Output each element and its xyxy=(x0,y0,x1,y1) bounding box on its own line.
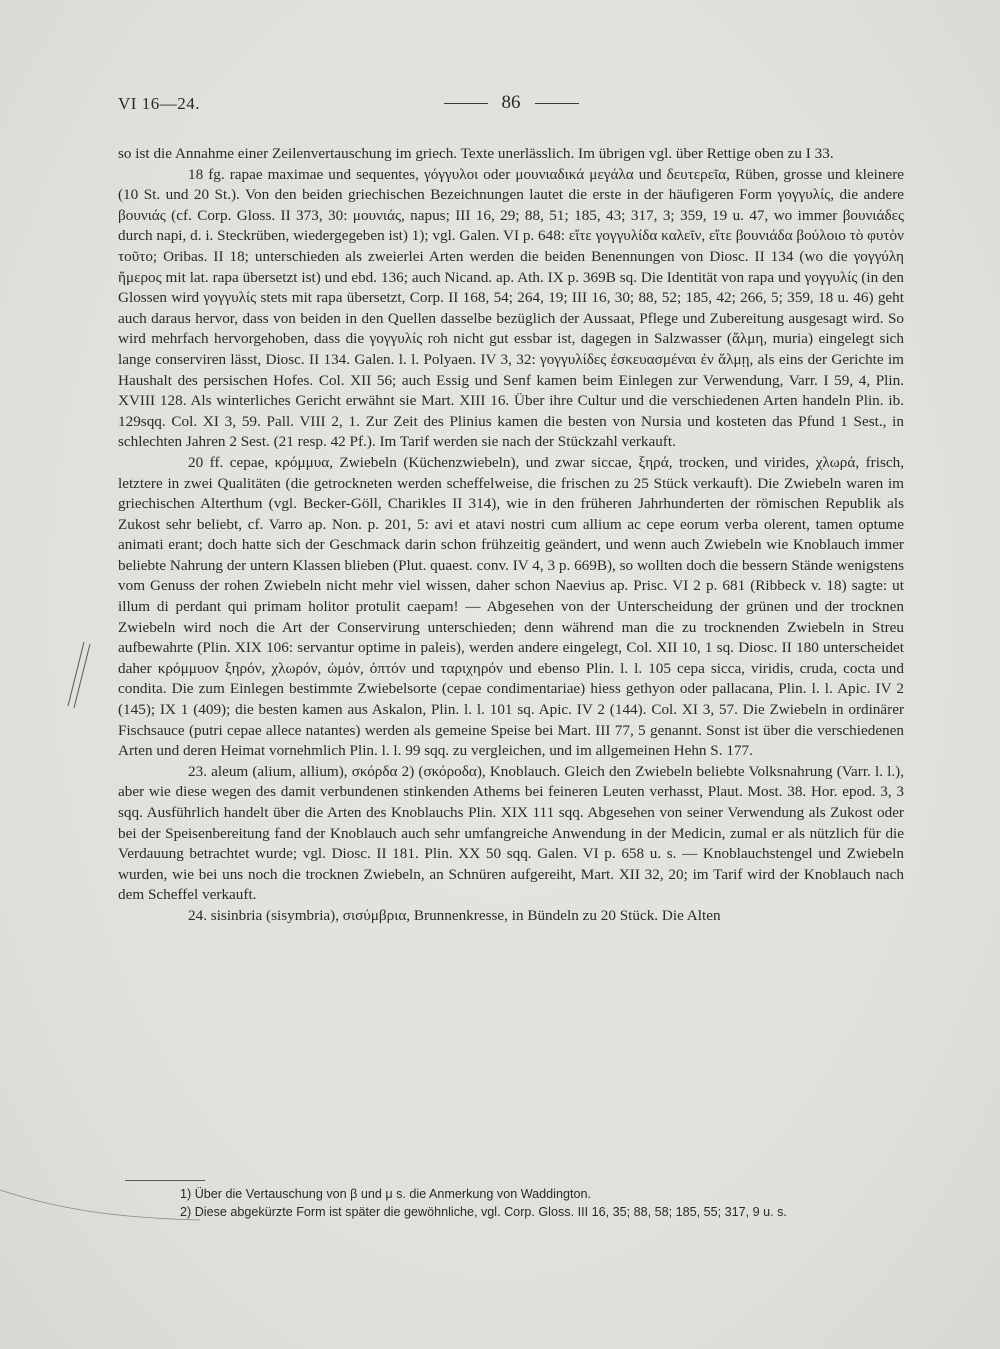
footnote-rule xyxy=(125,1180,205,1181)
section-reference: VI 16—24. xyxy=(118,94,200,113)
header-dash-right xyxy=(535,103,579,104)
page-number: 86 xyxy=(501,92,521,113)
page-number-block xyxy=(118,92,904,114)
footnote-2: 2) Diese abgekürzte Form ist später die gewöhnliche, vgl. Corp. Gloss. III 16, 35; 88, 58; 185, 55; 317, 9 u. s. xyxy=(180,1204,787,1219)
commentary-body xyxy=(118,144,904,927)
paragraph-sisinbria: 24. sisinbria (sisymbria), σισύμβρια, Brunnenkresse, in Bündeln zu 20 Stück. Die Alten xyxy=(188,906,721,924)
footnote-1: 1) Über die Vertauschung von β und μ s. die Anmerkung von Waddington. xyxy=(180,1187,591,1201)
paragraph-aleum: 23. aleum (alium, allium), σκόρδα 2) (σκόροδα), Knoblauch. Gleich den Zwiebeln beliebte Volksnahrung (Varr. l. l.), aber wie diese wegen des damit verbundenen stinkenden Athems bei feineren Leuten verhasst, Plaut. Most. 38. Hor. epod. 3, 3 sqq. Ausführlich handelt über die Arten des Knoblauchs Plin. XIX 111 sqq. Abgesehen von seiner Verwendung als Zukost oder bei der Speisenbereitung fand der Knoblauch auch sehr umfangreiche Anwendung in der Medicin, zumal er als nützlich für die Verdauung betrachtet wurde; vgl. Diosc. II 181. Plin. XX 50 sqq. Galen. VI p. 658 u. s. — Knoblauchstengel und Zwiebeln wurden, wie bei uns noch die trocknen Zwiebeln, an Schnüren aufgereiht, Mart. XII 32, 20; im Tarif wird der Knoblauch nach dem Scheffel verkauft. xyxy=(118,762,904,904)
page-header xyxy=(118,94,904,118)
footnotes xyxy=(118,1186,904,1221)
paragraph-rapae: 18 fg. rapae maximae und sequentes, γόγγυλοι oder μουνιαδικά μεγάλα und δευτερεῖα, Rüben, grosse und kleinere (10 St. und 20 St.). Von den beiden griechischen Bezeichnungen lautet die erste in der häufigeren Form γογγυλίς, die andere βουνιάς (cf. Corp. Gloss. II 373, 30: μουνιάς, napus; III 16, 29; 88, 51; 185, 43; 317, 3; 359, 19 u. 47, wo immer βουνιάδες durch napi, d. i. Steckrüben, wiedergegeben ist) 1); vgl. Galen. VI p. 648: εἴτε γογγυλίδα καλεῖν, εἴτε βουνιάδα βούλοιο τὸ φυτὸν τοῦτο; Oribas. II 18; unterschieden als zweierlei Arten werden die beiden Benennungen von Diosc. II 134 (wo die γογγύλη ἥμερος mit lat. rapa übersetzt ist) und ebd. 136; auch Nicand. ap. Ath. IX p. 369B sq. Die Identität von rapa und γογγυλίς (in den Glossen wird γογγυλίς stets mit rapa übersetzt, Corp. II 168, 54; 264, 19; III 16, 30; 88, 52; 185, 42; 266, 5; 359, 18 u. 46) geht auch daraus hervor, dass von beiden in den Quellen dasselbe bezüglich der Aussaat, Pflege und Zubereitung ausgesagt wird. So wird mehrfach hervorgehoben, dass die γογγυλίς roh nicht gut essbar ist, dagegen in Salzwasser (ἅλμη, muria) eingelegt sich lange conserviren lässt, Diosc. II 134. Galen. l. l. Polyaen. IV 3, 32: γογγυλίδες ἐσκευασμέναι ἐν ἅλμῃ, als eins der Gerichte im Haushalt des persischen Hofes. Col. XII 56; auch Essig und Senf kamen beim Einlegen zur Verwendung, Varr. I 59, 4, Plin. XVIII 128. Als winterliches Gericht erwähnt sie Mart. XIII 16. Über ihre Cultur und die verschiedenen Arten handeln Plin. ib. 129sqq. Col. XI 3, 59. Pall. VIII 2, 1. Zur Zeit des Plinius kamen die besten von Nursia und kosteten das Pfund 1 Sest., in schlechten Jahren 2 Sest. (21 resp. 42 Pf.). Im Tarif werden sie nach der Stückzahl verkauft. xyxy=(118,165,904,451)
paragraph-cepae: 20 ff. cepae, κρόμμυα, Zwiebeln (Küchenzwiebeln), und zwar siccae, ξηρά, trocken, und virides, χλωρά, frisch, letztere in zwei Qualitäten (die getrockneten werden scheffelweise, die frischen zu 25 Stück verkauft). Die Zwiebeln waren im griechischen Alterthum (vgl. Becker-Göll, Charikles II 314), wie in den früheren Jahrhunderten der römischen Republik als Zukost sehr beliebt, cf. Varro ap. Non. p. 201, 5: avi et atavi nostri cum allium ac cepe eorum verba olerent, tamen optume animati erant; doch hatte sich der Geschmack darin schon frühzeitig geändert, und wenn auch Zwiebeln wie Knoblauch immer beliebte Nahrung der untern Klassen blieben (Plut. quaest. conv. IV 4, 3 p. 669B), so wollten doch die bessern Stände wenigstens vom Genuss der rohen Zwiebeln nicht mehr viel wissen, daher schon Naevius ap. Prisc. VI 2 p. 681 (Ribbeck v. 18) sagte: ut illum di perdant qui primam holitor protulit caepam! — Abgesehen von der Unterscheidung der grünen und der trocknen Zwiebeln wird noch die Art der Conservirung unterschieden; denn während man die zu trocknenden Zwiebeln in Streu aufbewahrte (Plin. XIX 106: servantur optime in paleis), werden andere eingelegt, Col. XII 10, 1 sq. Diosc. II 180 unterscheidet daher κρόμμυον ξηρόν, χλωρόν, ὠμόν, ὀπτόν und ταριχηρόν und ebenso Plin. l. l. 105 cepa sicca, viridis, cruda, cocta und condita. Die zum Einlegen bestimmte Zwiebelsorte (cepae condimentariae) hiess gethyon oder pallacana, Plin. l. l. Apic. IV 2 (145); IX 1 (409); die besten kamen aus Askalon, Plin. l. l. 101 sq. Apic. IV 2 (144). Col. XI 3, 57. Die Zwiebeln in ordinärer Fischsauce (putri cepae allece natantes) werden als gemeine Speise bei Mart. III 77, 5 genannt. Sonst ist über die verschiedenen Arten und deren Heimat vornehmlich Plin. l. l. 99 sqq. zu vergleichen, und im allgemeinen Hehn S. 177. xyxy=(118,453,904,760)
margin-pencil-mark xyxy=(62,640,92,710)
paragraph-continuation: so ist die Annahme einer Zeilenvertauschung im griech. Texte unerlässlich. Im übrigen vgl. über Rettige oben zu I 33. xyxy=(118,145,834,162)
header-dash-left xyxy=(444,103,488,104)
